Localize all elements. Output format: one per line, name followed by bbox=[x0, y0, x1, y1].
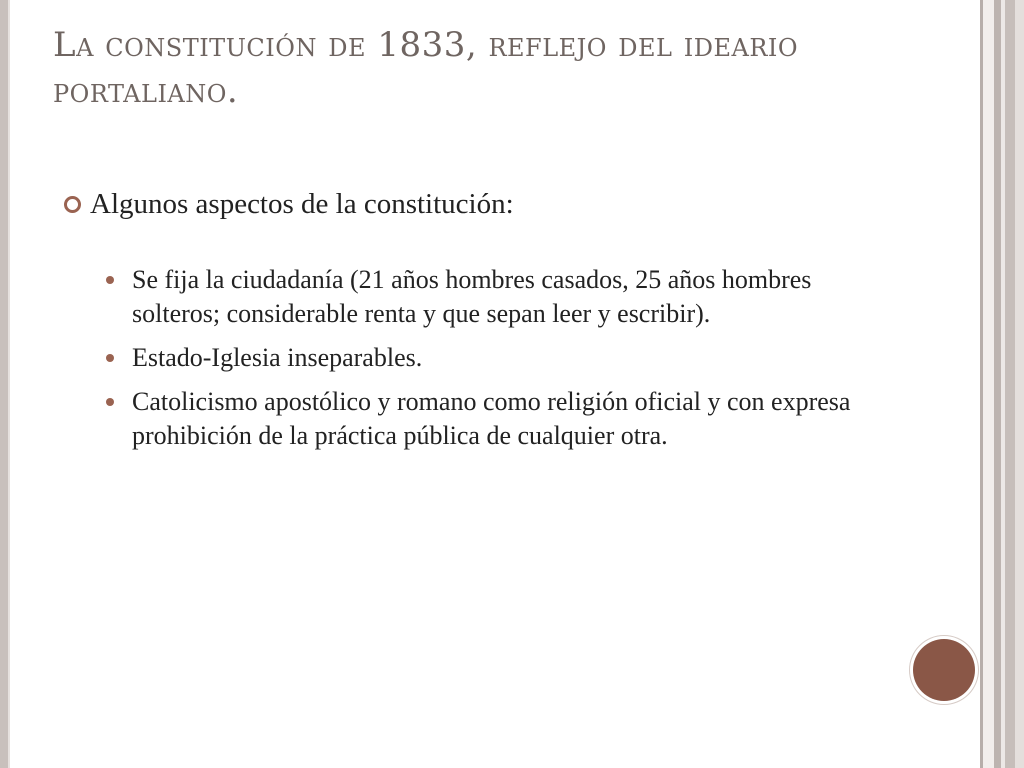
dot-bullet-icon bbox=[106, 398, 114, 406]
list-item bbox=[106, 385, 894, 453]
circle-decoration bbox=[913, 639, 975, 701]
list-item-text: Estado-Iglesia inseparables. bbox=[132, 343, 423, 372]
bullet-list bbox=[64, 263, 894, 453]
slide-title: La constitución de 1833, reflejo del ideario portaliano. bbox=[53, 25, 799, 111]
right-stripe-decoration bbox=[980, 0, 1024, 768]
left-border-decoration bbox=[0, 0, 8, 768]
slide-content bbox=[64, 186, 894, 463]
ring-bullet-icon bbox=[64, 196, 81, 213]
heading-item bbox=[64, 186, 894, 222]
list-item bbox=[106, 263, 894, 331]
dot-bullet-icon bbox=[106, 276, 114, 284]
list-item bbox=[106, 341, 894, 375]
heading-text: Algunos aspectos de la constitución: bbox=[90, 188, 514, 220]
list-item-text: Se fija la ciudadanía (21 años hombres casados, 25 años hombres solteros; considerable renta y que sepan leer y escribir). bbox=[132, 265, 812, 328]
list-item-text: Catolicismo apostólico y romano como religión oficial y con expresa prohibición de la práctica pública de cualquier otra. bbox=[132, 387, 851, 450]
dot-bullet-icon bbox=[106, 354, 114, 362]
